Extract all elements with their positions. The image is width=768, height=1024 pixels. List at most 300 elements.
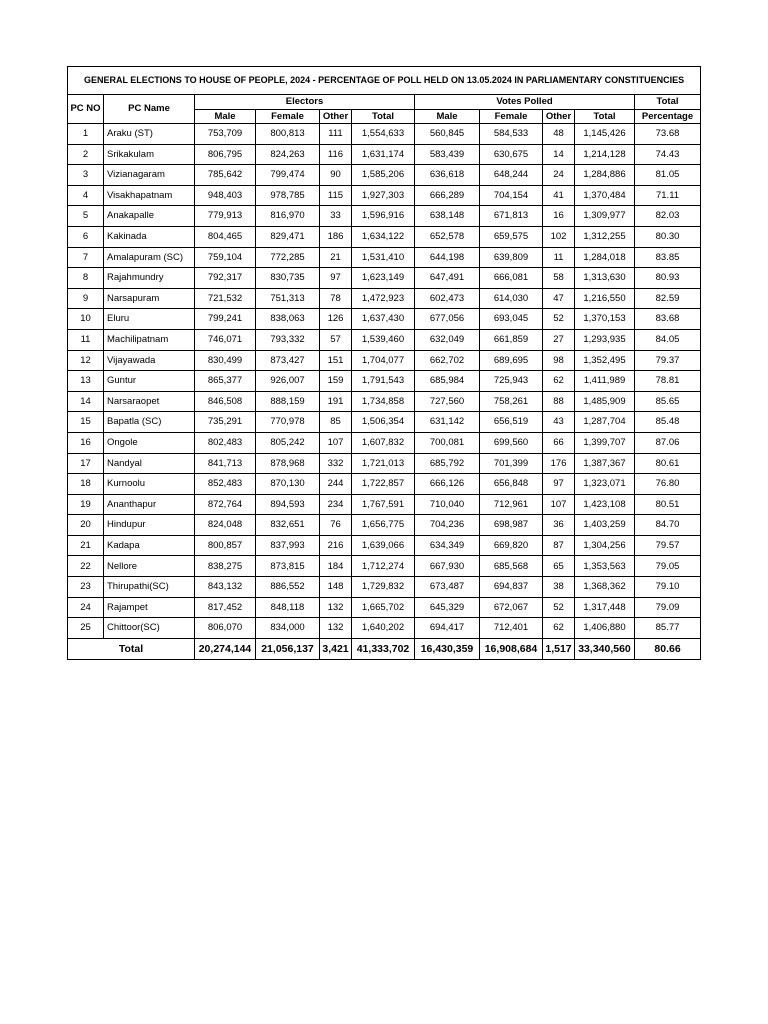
cell-votes-other: 88	[543, 391, 575, 412]
poll-percentage-sheet	[67, 66, 700, 660]
cell-electors-female: 793,332	[256, 329, 320, 350]
cell-votes-female: 614,030	[480, 288, 543, 309]
header-total-percentage-line2: Percentage	[635, 110, 701, 124]
cell-electors-female: 799,474	[256, 165, 320, 186]
cell-votes-other: 11	[543, 247, 575, 268]
cell-electors-other: 116	[320, 144, 352, 165]
cell-electors-other: 148	[320, 577, 352, 598]
cell-electors-total: 1,631,174	[352, 144, 415, 165]
cell-votes-male: 700,081	[415, 432, 480, 453]
cell-votes-total: 1,485,909	[575, 391, 635, 412]
cell-total-percentage: 85.65	[635, 391, 701, 412]
table-row	[68, 412, 701, 433]
total-electors-total: 41,333,702	[352, 638, 415, 659]
cell-pc-no: 11	[68, 329, 104, 350]
cell-votes-male: 694,417	[415, 618, 480, 639]
cell-total-percentage: 80.51	[635, 494, 701, 515]
cell-pc-no: 7	[68, 247, 104, 268]
table-row	[68, 309, 701, 330]
cell-pc-name: Rajahmundry	[104, 268, 195, 289]
table-row	[68, 144, 701, 165]
cell-votes-male: 631,142	[415, 412, 480, 433]
cell-votes-other: 97	[543, 474, 575, 495]
total-electors-female: 21,056,137	[256, 638, 320, 659]
cell-votes-male: 685,792	[415, 453, 480, 474]
cell-electors-total: 1,607,832	[352, 432, 415, 453]
table-row	[68, 206, 701, 227]
cell-votes-other: 87	[543, 535, 575, 556]
cell-electors-female: 830,735	[256, 268, 320, 289]
header-total-percentage-line1: Total	[635, 95, 701, 110]
cell-electors-other: 132	[320, 597, 352, 618]
cell-electors-male: 799,241	[195, 309, 256, 330]
cell-electors-total: 1,639,066	[352, 535, 415, 556]
cell-votes-female: 712,961	[480, 494, 543, 515]
cell-electors-female: 926,007	[256, 371, 320, 392]
cell-pc-name: Kurnoolu	[104, 474, 195, 495]
cell-total-percentage: 74.43	[635, 144, 701, 165]
cell-electors-total: 1,640,202	[352, 618, 415, 639]
cell-pc-no: 12	[68, 350, 104, 371]
cell-electors-male: 792,317	[195, 268, 256, 289]
cell-electors-total: 1,637,430	[352, 309, 415, 330]
cell-votes-other: 98	[543, 350, 575, 371]
cell-votes-male: 727,560	[415, 391, 480, 412]
cell-votes-male: 673,487	[415, 577, 480, 598]
cell-electors-female: 873,427	[256, 350, 320, 371]
cell-pc-name: Ongole	[104, 432, 195, 453]
cell-pc-name: Kadapa	[104, 535, 195, 556]
total-votes-female: 16,908,684	[480, 638, 543, 659]
cell-electors-male: 746,071	[195, 329, 256, 350]
cell-votes-other: 24	[543, 165, 575, 186]
cell-votes-female: 685,568	[480, 556, 543, 577]
header-pc-no: PC NO	[68, 95, 104, 124]
table-row	[68, 556, 701, 577]
cell-pc-no: 25	[68, 618, 104, 639]
cell-electors-other: 244	[320, 474, 352, 495]
cell-votes-total: 1,323,071	[575, 474, 635, 495]
cell-electors-other: 216	[320, 535, 352, 556]
cell-votes-total: 1,293,935	[575, 329, 635, 350]
cell-total-percentage: 82.59	[635, 288, 701, 309]
cell-votes-female: 704,154	[480, 185, 543, 206]
cell-total-percentage: 83.68	[635, 309, 701, 330]
cell-electors-total: 1,554,633	[352, 124, 415, 145]
cell-votes-other: 47	[543, 288, 575, 309]
cell-total-percentage: 76.80	[635, 474, 701, 495]
cell-electors-other: 332	[320, 453, 352, 474]
cell-electors-male: 817,452	[195, 597, 256, 618]
cell-votes-female: 712,401	[480, 618, 543, 639]
cell-electors-male: 735,291	[195, 412, 256, 433]
cell-votes-other: 65	[543, 556, 575, 577]
cell-electors-male: 753,709	[195, 124, 256, 145]
cell-electors-male: 846,508	[195, 391, 256, 412]
cell-electors-total: 1,767,591	[352, 494, 415, 515]
cell-votes-female: 689,695	[480, 350, 543, 371]
cell-pc-no: 20	[68, 515, 104, 536]
cell-electors-female: 805,242	[256, 432, 320, 453]
cell-votes-total: 1,309,977	[575, 206, 635, 227]
cell-votes-total: 1,287,704	[575, 412, 635, 433]
cell-pc-name: Guntur	[104, 371, 195, 392]
cell-votes-male: 647,491	[415, 268, 480, 289]
cell-votes-male: 652,578	[415, 226, 480, 247]
cell-electors-total: 1,634,122	[352, 226, 415, 247]
cell-votes-total: 1,411,989	[575, 371, 635, 392]
cell-votes-total: 1,387,367	[575, 453, 635, 474]
cell-votes-other: 62	[543, 371, 575, 392]
table-row	[68, 371, 701, 392]
total-votes-other: 1,517	[543, 638, 575, 659]
table-row	[68, 268, 701, 289]
cell-pc-name: Nellore	[104, 556, 195, 577]
cell-electors-total: 1,721,013	[352, 453, 415, 474]
header-pc-name: PC Name	[104, 95, 195, 124]
cell-electors-other: 78	[320, 288, 352, 309]
cell-total-percentage: 82.03	[635, 206, 701, 227]
cell-pc-name: Amalapuram (SC)	[104, 247, 195, 268]
cell-votes-other: 36	[543, 515, 575, 536]
cell-electors-other: 115	[320, 185, 352, 206]
cell-pc-name: Srikakulam	[104, 144, 195, 165]
cell-votes-female: 699,560	[480, 432, 543, 453]
cell-votes-male: 645,329	[415, 597, 480, 618]
table-row	[68, 350, 701, 371]
header-electors-total: Total	[352, 110, 415, 124]
cell-votes-total: 1,403,259	[575, 515, 635, 536]
cell-pc-name: Kakinada	[104, 226, 195, 247]
cell-votes-total: 1,216,550	[575, 288, 635, 309]
cell-pc-name: Vizianagaram	[104, 165, 195, 186]
cell-pc-name: Narsaraopet	[104, 391, 195, 412]
total-votes-male: 16,430,359	[415, 638, 480, 659]
cell-electors-other: 85	[320, 412, 352, 433]
cell-electors-female: 873,815	[256, 556, 320, 577]
cell-electors-male: 779,913	[195, 206, 256, 227]
cell-electors-other: 111	[320, 124, 352, 145]
table-title: GENERAL ELECTIONS TO HOUSE OF PEOPLE, 2024 - PERCENTAGE OF POLL HELD ON 13.05.2024 IN PARLIAMENTARY CONSTITUENCIES	[68, 67, 701, 95]
cell-electors-total: 1,722,857	[352, 474, 415, 495]
cell-electors-other: 132	[320, 618, 352, 639]
header-votes-total: Total	[575, 110, 635, 124]
cell-electors-male: 843,132	[195, 577, 256, 598]
cell-electors-other: 126	[320, 309, 352, 330]
cell-electors-other: 191	[320, 391, 352, 412]
cell-votes-total: 1,370,484	[575, 185, 635, 206]
cell-pc-no: 1	[68, 124, 104, 145]
cell-votes-total: 1,313,630	[575, 268, 635, 289]
cell-pc-name: Visakhapatnam	[104, 185, 195, 206]
cell-pc-name: Chittoor(SC)	[104, 618, 195, 639]
cell-pc-no: 22	[68, 556, 104, 577]
cell-votes-male: 634,349	[415, 535, 480, 556]
cell-pc-no: 24	[68, 597, 104, 618]
cell-votes-female: 630,675	[480, 144, 543, 165]
cell-votes-total: 1,353,563	[575, 556, 635, 577]
cell-electors-total: 1,596,916	[352, 206, 415, 227]
cell-votes-male: 710,040	[415, 494, 480, 515]
cell-electors-other: 234	[320, 494, 352, 515]
cell-electors-female: 800,813	[256, 124, 320, 145]
cell-electors-male: 865,377	[195, 371, 256, 392]
cell-pc-name: Nandyal	[104, 453, 195, 474]
cell-electors-total: 1,734,858	[352, 391, 415, 412]
header-votes-other: Other	[543, 110, 575, 124]
cell-electors-female: 978,785	[256, 185, 320, 206]
cell-votes-male: 632,049	[415, 329, 480, 350]
cell-votes-female: 661,859	[480, 329, 543, 350]
table-row	[68, 474, 701, 495]
cell-electors-female: 888,159	[256, 391, 320, 412]
table-row	[68, 535, 701, 556]
cell-pc-name: Narsapuram	[104, 288, 195, 309]
cell-pc-name: Anakapalle	[104, 206, 195, 227]
cell-electors-female: 870,130	[256, 474, 320, 495]
cell-pc-no: 2	[68, 144, 104, 165]
cell-electors-female: 837,993	[256, 535, 320, 556]
cell-votes-total: 1,214,128	[575, 144, 635, 165]
cell-electors-male: 806,795	[195, 144, 256, 165]
cell-electors-female: 878,968	[256, 453, 320, 474]
cell-total-percentage: 78.81	[635, 371, 701, 392]
cell-electors-female: 770,978	[256, 412, 320, 433]
cell-electors-male: 948,403	[195, 185, 256, 206]
cell-pc-no: 15	[68, 412, 104, 433]
cell-votes-other: 38	[543, 577, 575, 598]
cell-electors-total: 1,472,923	[352, 288, 415, 309]
total-electors-other: 3,421	[320, 638, 352, 659]
cell-electors-other: 184	[320, 556, 352, 577]
cell-pc-name: Hindupur	[104, 515, 195, 536]
cell-votes-female: 758,261	[480, 391, 543, 412]
cell-votes-total: 1,284,886	[575, 165, 635, 186]
cell-electors-female: 886,552	[256, 577, 320, 598]
cell-votes-male: 636,618	[415, 165, 480, 186]
cell-electors-other: 151	[320, 350, 352, 371]
cell-votes-male: 704,236	[415, 515, 480, 536]
cell-votes-female: 648,244	[480, 165, 543, 186]
table-row	[68, 226, 701, 247]
cell-electors-total: 1,927,303	[352, 185, 415, 206]
cell-electors-total: 1,506,354	[352, 412, 415, 433]
header-electors-male: Male	[195, 110, 256, 124]
cell-electors-total: 1,712,274	[352, 556, 415, 577]
cell-pc-no: 6	[68, 226, 104, 247]
cell-total-percentage: 84.70	[635, 515, 701, 536]
cell-electors-other: 186	[320, 226, 352, 247]
cell-pc-no: 8	[68, 268, 104, 289]
cell-votes-other: 62	[543, 618, 575, 639]
cell-electors-female: 829,471	[256, 226, 320, 247]
cell-electors-total: 1,585,206	[352, 165, 415, 186]
cell-electors-other: 107	[320, 432, 352, 453]
total-label: Total	[68, 638, 195, 659]
cell-electors-female: 751,313	[256, 288, 320, 309]
cell-votes-female: 584,533	[480, 124, 543, 145]
cell-votes-total: 1,317,448	[575, 597, 635, 618]
cell-electors-female: 816,970	[256, 206, 320, 227]
cell-electors-male: 806,070	[195, 618, 256, 639]
cell-electors-other: 33	[320, 206, 352, 227]
cell-votes-male: 638,148	[415, 206, 480, 227]
cell-electors-female: 834,000	[256, 618, 320, 639]
cell-votes-other: 14	[543, 144, 575, 165]
cell-pc-no: 17	[68, 453, 104, 474]
cell-electors-total: 1,539,460	[352, 329, 415, 350]
table-row	[68, 247, 701, 268]
cell-votes-male: 677,056	[415, 309, 480, 330]
cell-electors-total: 1,665,702	[352, 597, 415, 618]
cell-electors-other: 21	[320, 247, 352, 268]
cell-votes-total: 1,352,495	[575, 350, 635, 371]
cell-total-percentage: 71.11	[635, 185, 701, 206]
cell-votes-other: 176	[543, 453, 575, 474]
cell-electors-other: 97	[320, 268, 352, 289]
cell-votes-female: 698,987	[480, 515, 543, 536]
cell-votes-total: 1,370,153	[575, 309, 635, 330]
poll-percentage-table	[67, 66, 701, 660]
cell-pc-no: 19	[68, 494, 104, 515]
cell-votes-male: 583,439	[415, 144, 480, 165]
cell-total-percentage: 80.61	[635, 453, 701, 474]
cell-electors-total: 1,729,832	[352, 577, 415, 598]
cell-votes-other: 43	[543, 412, 575, 433]
cell-votes-female: 694,837	[480, 577, 543, 598]
cell-total-percentage: 73.68	[635, 124, 701, 145]
cell-votes-male: 602,473	[415, 288, 480, 309]
cell-electors-other: 159	[320, 371, 352, 392]
table-row	[68, 577, 701, 598]
cell-total-percentage: 84.05	[635, 329, 701, 350]
cell-votes-other: 107	[543, 494, 575, 515]
cell-votes-other: 58	[543, 268, 575, 289]
cell-electors-female: 838,063	[256, 309, 320, 330]
header-votes-female: Female	[480, 110, 543, 124]
table-row	[68, 597, 701, 618]
cell-pc-no: 9	[68, 288, 104, 309]
cell-votes-male: 560,845	[415, 124, 480, 145]
cell-pc-no: 18	[68, 474, 104, 495]
total-votes-total: 33,340,560	[575, 638, 635, 659]
header-electors-other: Other	[320, 110, 352, 124]
cell-total-percentage: 81.05	[635, 165, 701, 186]
cell-total-percentage: 80.93	[635, 268, 701, 289]
cell-total-percentage: 80.30	[635, 226, 701, 247]
cell-votes-total: 1,284,018	[575, 247, 635, 268]
cell-electors-male: 838,275	[195, 556, 256, 577]
cell-pc-name: Eluru	[104, 309, 195, 330]
cell-votes-male: 644,198	[415, 247, 480, 268]
cell-votes-total: 1,406,880	[575, 618, 635, 639]
header-electors: Electors	[195, 95, 415, 110]
cell-electors-male: 721,532	[195, 288, 256, 309]
cell-electors-male: 824,048	[195, 515, 256, 536]
cell-votes-total: 1,145,426	[575, 124, 635, 145]
cell-electors-other: 57	[320, 329, 352, 350]
table-row	[68, 515, 701, 536]
table-row	[68, 124, 701, 145]
cell-pc-name: Thirupathi(SC)	[104, 577, 195, 598]
cell-total-percentage: 79.05	[635, 556, 701, 577]
cell-electors-male: 800,857	[195, 535, 256, 556]
cell-pc-name: Machilipatnam	[104, 329, 195, 350]
cell-pc-name: Vijayawada	[104, 350, 195, 371]
table-row	[68, 432, 701, 453]
cell-pc-no: 10	[68, 309, 104, 330]
cell-votes-other: 102	[543, 226, 575, 247]
cell-electors-total: 1,704,077	[352, 350, 415, 371]
cell-votes-female: 656,519	[480, 412, 543, 433]
header-votes-male: Male	[415, 110, 480, 124]
cell-pc-no: 23	[68, 577, 104, 598]
cell-votes-female: 693,045	[480, 309, 543, 330]
cell-electors-total: 1,791,543	[352, 371, 415, 392]
cell-electors-total: 1,623,149	[352, 268, 415, 289]
cell-electors-male: 759,104	[195, 247, 256, 268]
cell-electors-total: 1,531,410	[352, 247, 415, 268]
cell-total-percentage: 83.85	[635, 247, 701, 268]
table-row	[68, 618, 701, 639]
cell-total-percentage: 79.09	[635, 597, 701, 618]
cell-pc-no: 21	[68, 535, 104, 556]
cell-electors-female: 894,593	[256, 494, 320, 515]
cell-votes-female: 656,848	[480, 474, 543, 495]
cell-electors-female: 772,285	[256, 247, 320, 268]
cell-pc-no: 13	[68, 371, 104, 392]
cell-votes-male: 662,702	[415, 350, 480, 371]
cell-votes-other: 52	[543, 597, 575, 618]
cell-pc-no: 5	[68, 206, 104, 227]
table-row	[68, 453, 701, 474]
cell-pc-no: 4	[68, 185, 104, 206]
cell-electors-female: 832,651	[256, 515, 320, 536]
cell-votes-male: 666,126	[415, 474, 480, 495]
cell-votes-female: 701,399	[480, 453, 543, 474]
cell-total-percentage: 79.10	[635, 577, 701, 598]
table-row	[68, 185, 701, 206]
header-electors-female: Female	[256, 110, 320, 124]
cell-total-percentage: 85.48	[635, 412, 701, 433]
cell-votes-other: 48	[543, 124, 575, 145]
cell-votes-female: 725,943	[480, 371, 543, 392]
cell-pc-name: Araku (ST)	[104, 124, 195, 145]
cell-pc-no: 3	[68, 165, 104, 186]
cell-votes-other: 52	[543, 309, 575, 330]
cell-electors-other: 76	[320, 515, 352, 536]
cell-electors-female: 848,118	[256, 597, 320, 618]
cell-total-percentage: 87.06	[635, 432, 701, 453]
total-electors-male: 20,274,144	[195, 638, 256, 659]
cell-electors-male: 841,713	[195, 453, 256, 474]
cell-pc-name: Rajampet	[104, 597, 195, 618]
cell-votes-male: 685,984	[415, 371, 480, 392]
cell-total-percentage: 85.77	[635, 618, 701, 639]
table-row	[68, 494, 701, 515]
cell-votes-total: 1,312,255	[575, 226, 635, 247]
total-percentage: 80.66	[635, 638, 701, 659]
cell-electors-total: 1,656,775	[352, 515, 415, 536]
cell-votes-other: 41	[543, 185, 575, 206]
table-row	[68, 288, 701, 309]
table-row	[68, 165, 701, 186]
cell-electors-male: 802,483	[195, 432, 256, 453]
cell-votes-total: 1,368,362	[575, 577, 635, 598]
cell-electors-male: 872,764	[195, 494, 256, 515]
cell-votes-female: 666,081	[480, 268, 543, 289]
cell-electors-male: 830,499	[195, 350, 256, 371]
